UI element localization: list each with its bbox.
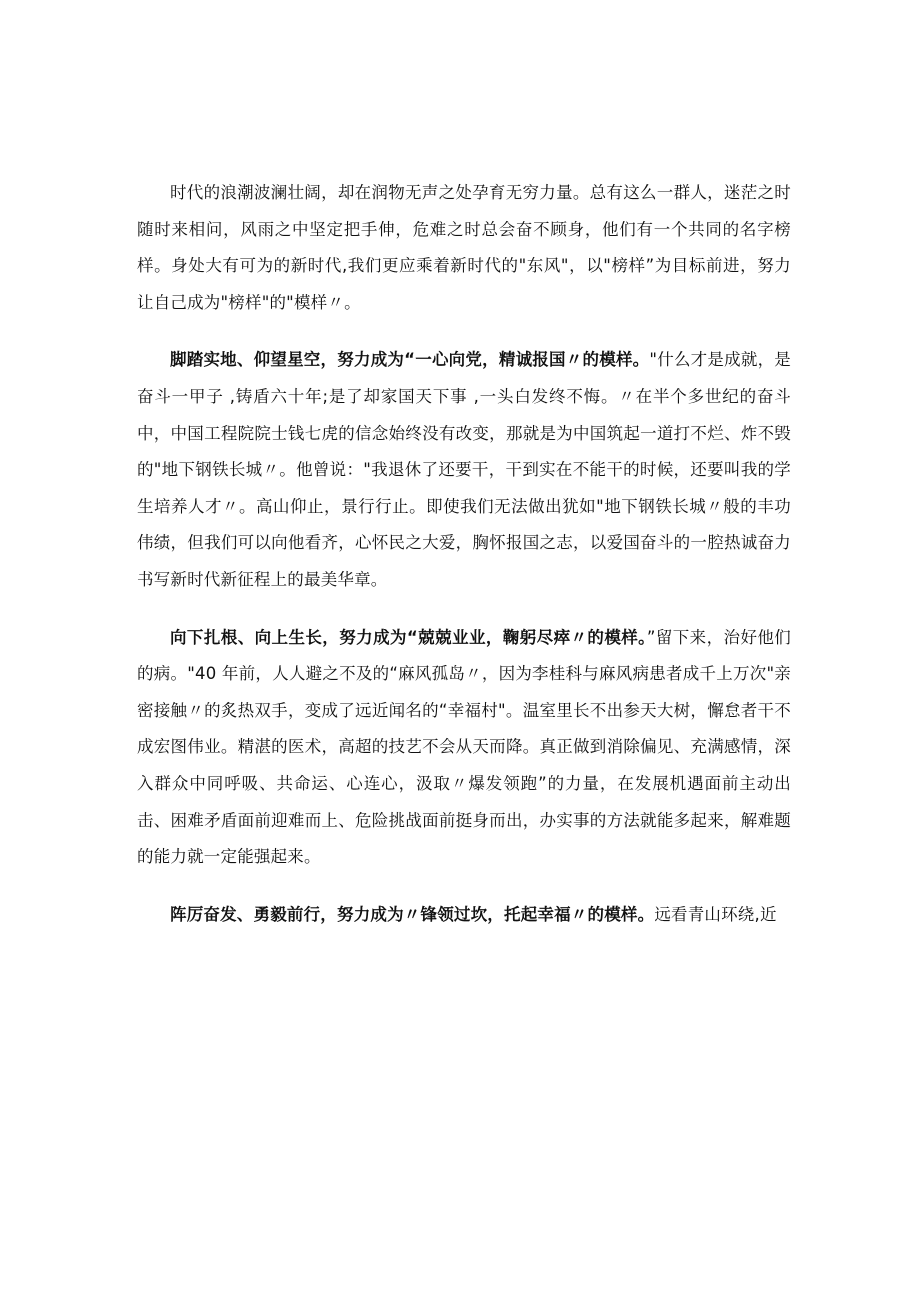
paragraph-qian-qihu <box>137 342 791 598</box>
paragraph-body-text: ”留下来，治好他们的病。"40 年前，人人避之不及的“麻风孤岛〃，因为李桂科与麻风病患者成千上万次"亲密接触〃的炙热双手，变成了远近闻名的“幸福村"。温室里长不出参天大树，懈怠者干不成宏图伟业。精湛的医术，高超的技艺不会从天而降。真正做到消除偏见、充满感情，深入群众中同呼吸、共命运、心连心，汲取〃爆发领跑”的力量，在发展机遇面前主动出击、困难矛盾面前迎难而上、危险挑战面前挺身而出，办实事的方法就能多起来，解难题的能力就一定能强起来。 <box>137 627 791 867</box>
paragraph-heading: 向下扎根、向上生长，努力成为“兢兢业业，鞠躬尽瘁〃的模样。 <box>170 627 647 647</box>
paragraph-body-text: 远看青山环绕,近 <box>654 904 777 924</box>
paragraph-intro <box>137 175 791 321</box>
paragraph-heading: 脚踏实地、仰望星空，努力成为“一心向党，精诚报国〃的模样。 <box>170 350 650 370</box>
paragraph-forge-ahead <box>137 897 791 934</box>
paragraph-body-text: "什么才是成就，是奋斗一甲子 ,铸盾六十年;是了却家国天下事 ,一头白发终不悔。〃在半个多世纪的奋斗中，中国工程院院士钱七虎的信念始终没有改变，那就是为中国筑起一道打不烂、炸不毁的"地下钢铁长城〃。他曾说："我退休了还要干，干到实在不能干的时候，还要叫我的学生培养人才〃。高山仰止，景行行止。即使我们无法做出犹如"地下钢铁长城〃般的丰功伟绩，但我们可以向他看齐，心怀民之大爱，胸怀报国之志，以爱国奋斗的一腔热诚奋力书写新时代新征程上的最美华章。 <box>137 350 792 589</box>
paragraph-intro-text: 时代的浪潮波澜壮阔，却在润物无声之处孕育无穷力量。总有这么一群人，迷茫之时随时来相问，风雨之中坚定把手伸，危难之时总会奋不顾身，他们有一个共同的名字榜样。身处大有可为的新时代,我们更应乘着新时代的"东风"，以"榜样”为目标前进，努力让自己成为"榜样"的"模样〃。 <box>137 183 791 312</box>
paragraph-heading: 阵厉奋发、勇毅前行，努力成为〃锋领过坎，托起幸福〃的模样。 <box>170 904 655 924</box>
document-body <box>137 175 791 933</box>
paragraph-li-guike <box>137 620 791 876</box>
